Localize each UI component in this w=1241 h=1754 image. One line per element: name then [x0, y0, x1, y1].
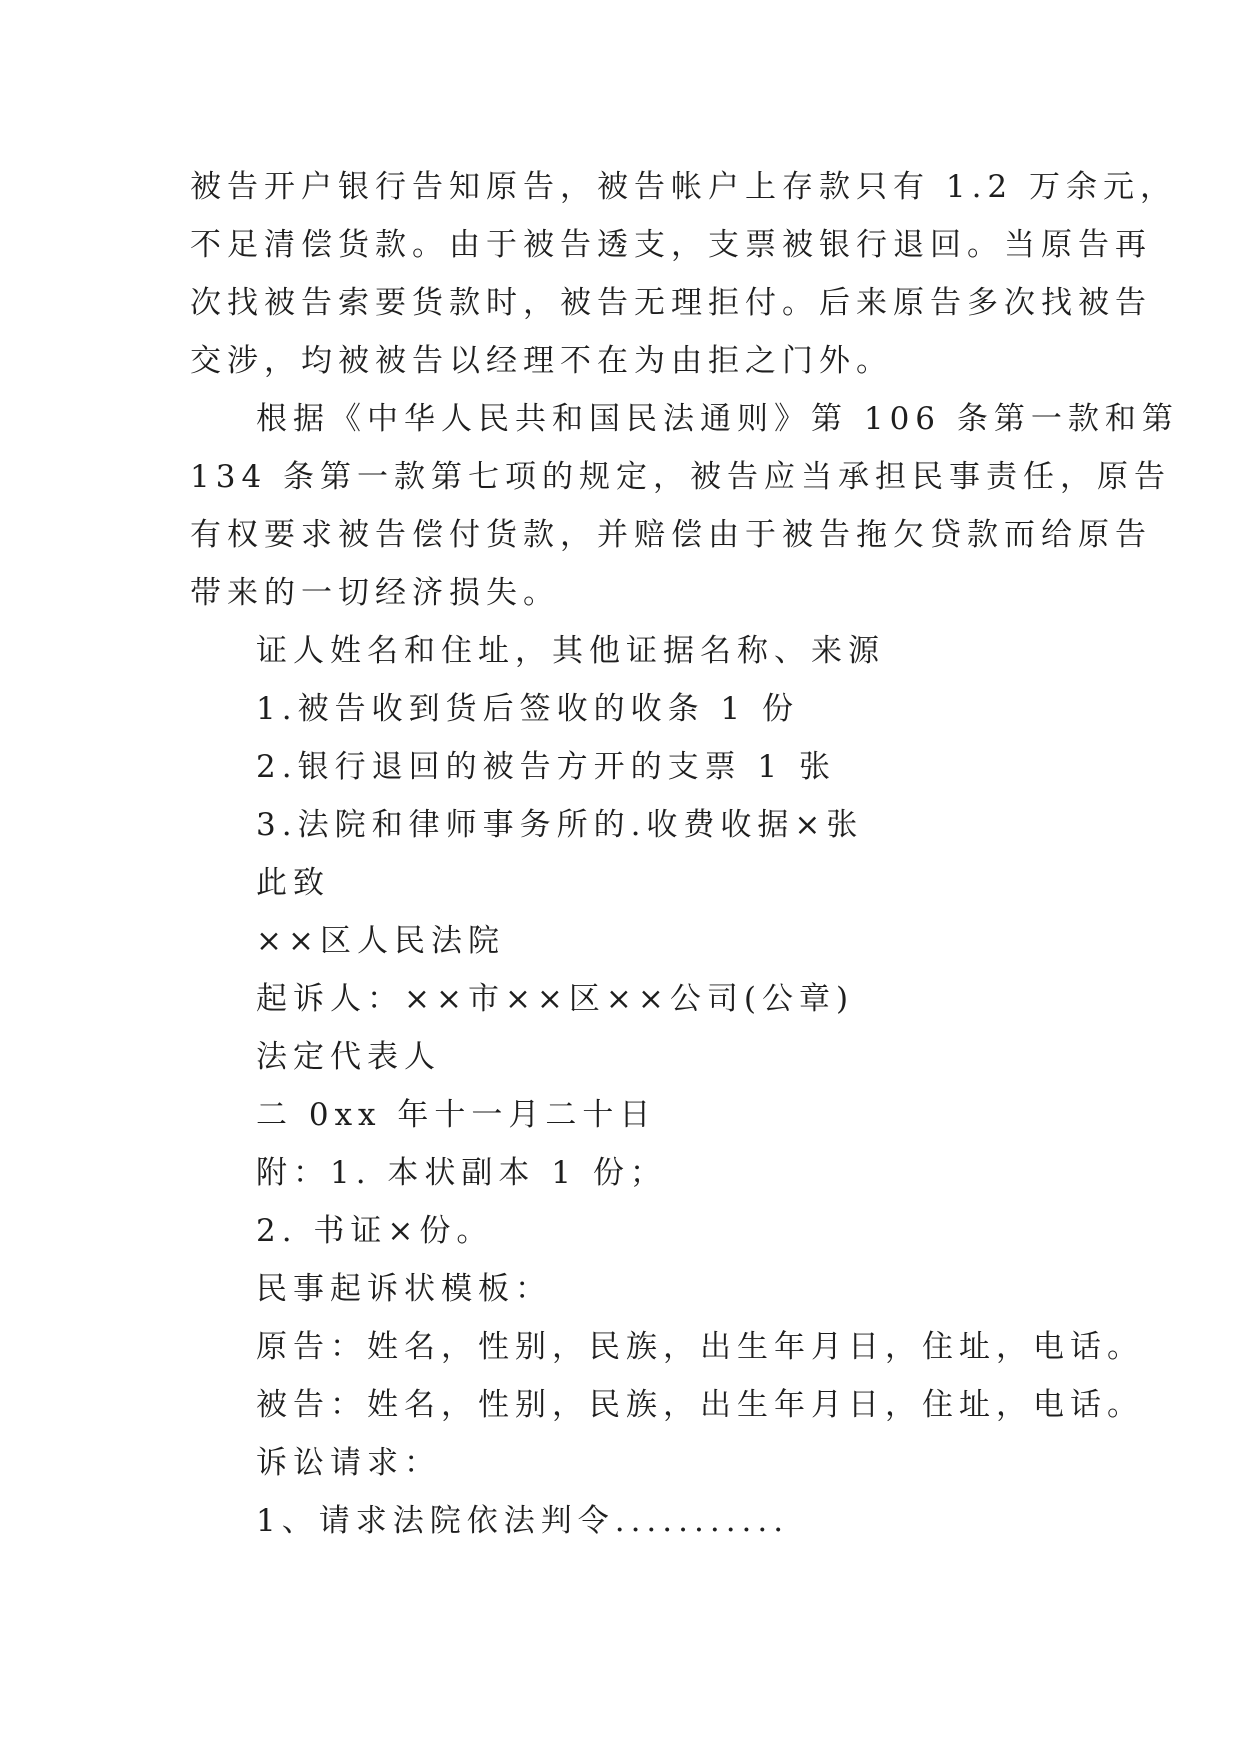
evidence-heading: 证人姓名和住址，其他证据名称、来源: [256, 633, 885, 669]
template-defendant: 被告：姓名，性别，民族，出生年月日，住址，电话。: [256, 1387, 1144, 1423]
legal-representative: 法定代表人: [256, 1039, 441, 1075]
closing-text: 此致: [256, 865, 330, 901]
attachment-item: 附：1. 本状副本 1 份；: [256, 1155, 667, 1191]
evidence-item: 1.被告收到货后签收的收条 1 份: [256, 691, 800, 727]
paragraph-line: 不足清偿货款。由于被告透支，支票被银行退回。当原告再: [190, 227, 1152, 263]
paragraph-line: 根据《中华人民共和国民法通则》第 106 条第一款和第: [256, 401, 1179, 437]
evidence-item: 3.法院和律师事务所的.收费收据×张: [256, 807, 864, 843]
paragraph-line: 次找被告索要货款时，被告无理拒付。后来原告多次找被告: [190, 285, 1152, 321]
document-date: 二 0xx 年十一月二十日: [256, 1097, 657, 1133]
plaintiff-signature: 起诉人：××市××区××公司(公章): [256, 981, 855, 1017]
paragraph-line: 带来的一切经济损失。: [190, 575, 560, 611]
paragraph-line: 134 条第一款第七项的规定，被告应当承担民事责任，原告: [190, 459, 1172, 495]
claim-item: 1、请求法院依法判令...........: [256, 1503, 790, 1539]
evidence-item: 2.银行退回的被告方开的支票 1 张: [256, 749, 837, 785]
attachment-item: 2. 书证×份。: [256, 1213, 494, 1249]
paragraph-line: 有权要求被告偿付货款，并赔偿由于被告拖欠贷款而给原告: [190, 517, 1152, 553]
claims-heading: 诉讼请求：: [256, 1445, 441, 1481]
paragraph-line: 交涉，均被被告以经理不在为由拒之门外。: [190, 343, 893, 379]
template-heading: 民事起诉状模板：: [256, 1271, 552, 1307]
template-plaintiff: 原告：姓名，性别，民族，出生年月日，住址，电话。: [256, 1329, 1144, 1365]
paragraph-line: 被告开户银行告知原告，被告帐户上存款只有 1.2 万余元，: [190, 169, 1178, 205]
court-name: ××区人民法院: [256, 923, 505, 959]
document-body: [190, 158, 1179, 1550]
